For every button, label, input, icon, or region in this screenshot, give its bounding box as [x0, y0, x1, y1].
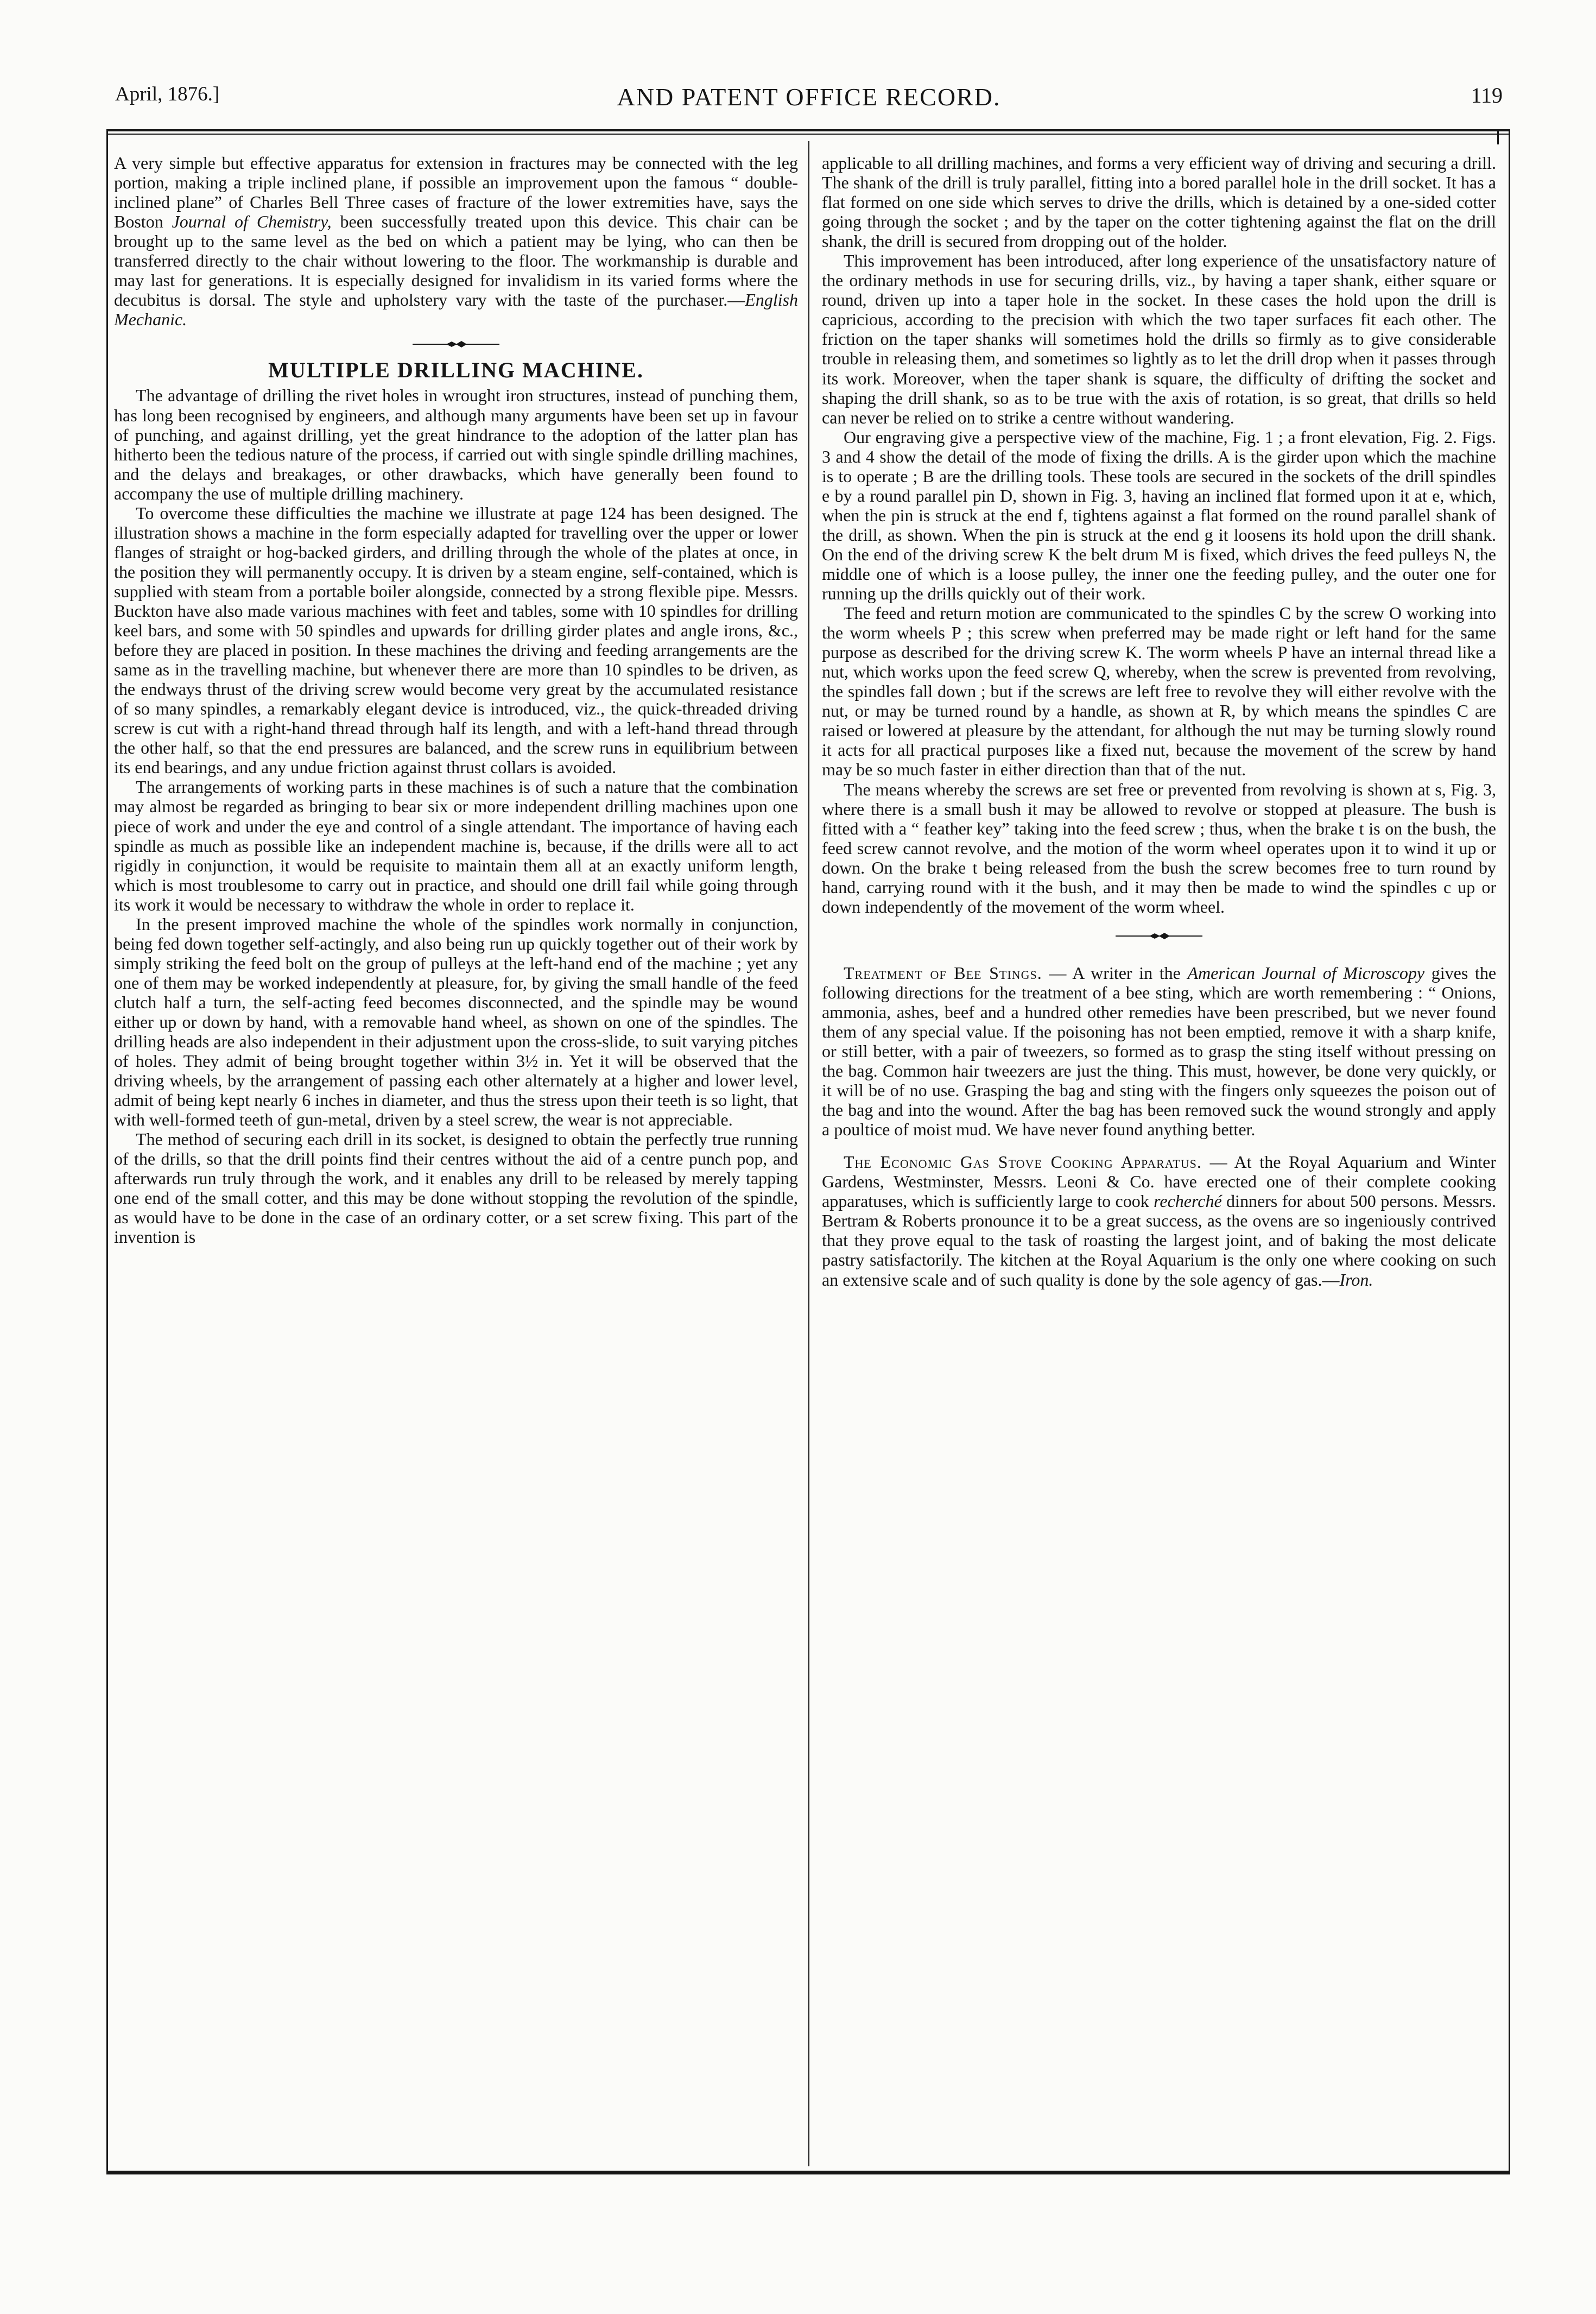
article-paragraph: The method of securing each drill in its socket, is designed to obtain the perfectly true running of the drills, so that the drill points find their centres without the aid of a centre punch pop, and afterwards run truly through the work, and it enables any drill to be released by merely tapping one end of the small cotter, and this may be done without stopping the revolution of the spindle, as would have to be done in the case of an ordinary cotter, or a set screw fixing. This part of the invention is — [114, 1129, 798, 1247]
article-heading: MULTIPLE DRILLING MACHINE. — [268, 358, 644, 383]
frame-top-rule — [106, 134, 1510, 135]
article-paragraph: The feed and return motion are communicated to the spindles C by the screw O working into the worm wheels P ; this screw when preferred may be made right or left hand for the same purpose as described for the driving screw K. The worm wheels P have an internal thread like a nut, which works upon the feed screw Q, whereby, when the screw is prevented from revolving, the spindles fall down ; but if the screws are left free to revolve they will either revolve with the nut, or may be turned round by a handle, as shown at R, by which means the spindles C are raised or lowered at pleasure by the attendant, for although the nut may be turning slowly round it acts for all practical purposes like a fixed nut, because the movement of the screw by hand may be so much faster in either direction than that of the nut. — [822, 603, 1496, 780]
article-paragraph: The arrangements of working parts in these machines is of such a nature that the combination may almost be regarded as bringing to bear six or more independent drilling machines upon one piece of work and under the eye and control of a single attendant. The importance of having each spindle as much as possible like an independent machine is, because, if the drills were all to act rigidly in conjunction, it would be requisite to maintain them all at an exactly uniform length, which is most troublesome to carry out in practice, and should one drill fail while going through its work it would be necessary to withdraw the whole in order to replace it. — [114, 777, 798, 914]
running-title: AND PATENT OFFICE RECORD. — [617, 83, 1001, 111]
right-column — [822, 153, 1496, 1289]
article-paragraph: This improvement has been introduced, after long experience of the unsatisfactory nature of the ordinary methods in use for securing drills, viz., by having a taper shank, either square or round, driven up into a taper hole in the socket. In these cases the hold upon the drill is capricious, according to the precision with which the two taper surfaces fit each other. The friction on the taper shanks will sometimes hold the drills so firmly as to give considerable trouble in releasing them, and sometimes so lightly as to let the drill drop when it passes through its work. Moreover, when the taper shank is square, the difficulty of drifting the socket and shaping the drill shank, so as to be true with the axis of rotation, is so great, that drills so held can never be relied on to strike a centre without wandering. — [822, 251, 1496, 427]
column-rule — [808, 141, 809, 2166]
article-paragraph: Our engraving give a perspective view of the machine, Fig. 1 ; a front elevation, Fig. 2. Figs. 3 and 4 show the detail of the mode of fixing the drills. A is the girder upon which the machine is to operate ; B are the drilling tools. These tools are secured in the sockets of the drill spindles e by a round parallel pin D, shown in Fig. 3, having an inclined flat formed upon it at e, which, when the pin is struck at the end f, tightens against a flat formed on the round parallel shank of the drill, as shown. When the pin is struck at the end g it loosens its hold upon the drill shank. On the end of the driving screw K the belt drum M is fixed, which drives the feed pulleys N, the middle one of which is a loose pulley, the inner one the feeding pulley, and the outer one for running up the drills quickly out of their work. — [822, 427, 1496, 604]
gas-stove-paragraph: The Economic Gas Stove Cooking Apparatus. — At the Royal Aquarium and Winter Gardens, Westminster, Messrs. Leoni & Co. have erected one of their complete cooking apparatuses, which is sufficiently large to cook recherché dinners for about 500 persons. Messrs. Bertram & Roberts pronounce it to be a great success, as the ovens are so ingeniously contrived that they prove equal to the task of roasting the largest joint, and of baking the most delicate pastry satisfactorily. The kitchen at the Royal Aquarium is the only one where cooking on such an extensive scale and of such quality is done by the sole agency of gas.—Iron. — [822, 1152, 1497, 1289]
article-paragraph: The means whereby the screws are set free or prevented from revolving is shown at s, Fig. 3, where there is a small bush it may be allowed to revolve or stopped at pleasure. The bush is fitted with a “ feather key” taking into the feed screw ; thus, when the brake t is on the bush, the feed screw cannot revolve, and the motion of the worm wheel operates upon it to wind it up or down. On the brake t being released from the bush the screw becomes free to turn round by hand, carrying round with it the bush, and it may then be made to wind the spindles c up or down independently of the movement of the worm wheel. — [822, 779, 1496, 916]
left-column — [114, 153, 798, 1247]
article-paragraph: The advantage of drilling the rivet holes in wrought iron structures, instead of punching them, has long been recognised by engineers, and although many arguments have been set up in favour of punching, and against drilling, yet the great hindrance to the adoption of the latter plan has hitherto been the tedious nature of the process, if carried out with single spindle drilling machines, and the delays and breakages, or other drawbacks, which have generally been found to accompany the use of multiple drilling machinery. — [114, 385, 798, 503]
issue-date: April, 1876.] — [115, 83, 220, 105]
bee-stings-paragraph: Treatment of Bee Stings. — A writer in the American Journal of Microscopy gives the following directions for the treatment of a bee sting, which are worth remembering : “ Onions, ammonia, ashes, beef and a hundred other remedies have been prescribed, but we never found them of any special value. If the poisoning has not been emptied, remove it with a sharp knife, or still better, with a pair of tweezers, so formed as to grasp the sting itself without pressing on the bag. Common hair tweezers are just the thing. This must, however, be done very quickly, or it will be of no use. Grasping the bag and sting with the fingers only squeezes the poison out of the bag and into the wound. After the bag has been removed suck the wound strongly and apply a poultice of moist mud. We have never found anything better. — [822, 963, 1497, 1140]
frame-bottom-rule — [106, 2171, 1510, 2174]
article-paragraph: To overcome these difficulties the machine we illustrate at page 124 has been designed. The illustration shows a machine in the form especially adapted for travelling over the upper or lower flanges of straight or hog-backed girders, and drilling through the whole of the plates at once, in the position they will permanently occupy. It is driven by a steam engine, self-contained, which is supplied with steam from a portable boiler alongside, connected by a strong flexible pipe. Messrs. Buckton have also made various machines with feet and tables, some with 10 spindles for drilling keel bars, and some with 50 spindles and upwards for drilling girder plates and angle irons, &c., before they are placed in position. In these machines the driving and feeding arrangements are the same as in the travelling machine, but whenever there are more than 10 spindles to be driven, as the endways thrust of the driving screw would become very great by the accumulated resistance of so many spindles, a remarkably elegant device is introduced, viz., the quick-threaded driving screw is cut with a right-hand thread through half its length, and with a left-hand thread through the other half, so that the end pressures are balanced, and the screw runs in equilibrium between its end bearings, and any undue friction against thrust collars is avoided. — [114, 503, 798, 777]
page-number: 119 — [1471, 83, 1503, 108]
article-paragraph: In the present improved machine the whole of the spindles work normally in conjunction, being fed down together self-actingly, and also being run up quickly together out of their work by simply striking the feed bolt on the group of pulleys at the left-hand end of the machine ; yet any one of them may be worked independently at pleasure, for, by giving the small handle of the feed clutch half a turn, the self-acting feed becomes disconnected, and the spindle may be wound either up or down by hand, with a removable hand wheel, as shown on one of the spindles. The drilling heads are also independent in their adjustment upon the cross-slide, to suit varying pitches of holes. They admit of being brought together within 3½ in. Yet it will be observed that the driving wheels, by the arrangement of passing each other alternately at a higher and lower level, admit of being kept nearly 6 inches in diameter, and thus the stress upon their teeth is so light, that with well-formed teeth of gun-metal, driven by a steel screw, the wear is not appreciable. — [114, 914, 798, 1130]
section-ornament — [413, 341, 499, 347]
article-paragraph: applicable to all drilling machines, and forms a very efficient way of driving and securing a drill. The shank of the drill is truly parallel, fitting into a bored parallel hole in the drill socket. It has a flat formed on one side which serves to drive the drills, which is detained by a one-sided cotter going through the socket ; and by the taper on the cotter tightening against the flat on the drill shank, the drill is secured from dropping out of the holder. — [822, 153, 1496, 251]
section-ornament — [1116, 933, 1202, 939]
page-header — [115, 83, 1503, 121]
intro-paragraph: A very simple but effective apparatus for extension in fractures may be connected with the leg portion, making a triple inclined plane, if possible an improvement upon the famous “ double-inclined plane” of Charles Bell Three cases of fracture of the lower extremities have, says the Boston Journal of Chemistry, been successfully treated upon this device. This chair can be brought up to the same level as the bed on which a patient may be lying, who can then be transferred directly to the chair without lowering to the floor. The workmanship is durable and may last for generations. It is especially designed for invalidism in its varied forms where the decubitus is dorsal. The style and upholstery vary with the taste of the purchaser.—English Mechanic. — [114, 153, 799, 330]
